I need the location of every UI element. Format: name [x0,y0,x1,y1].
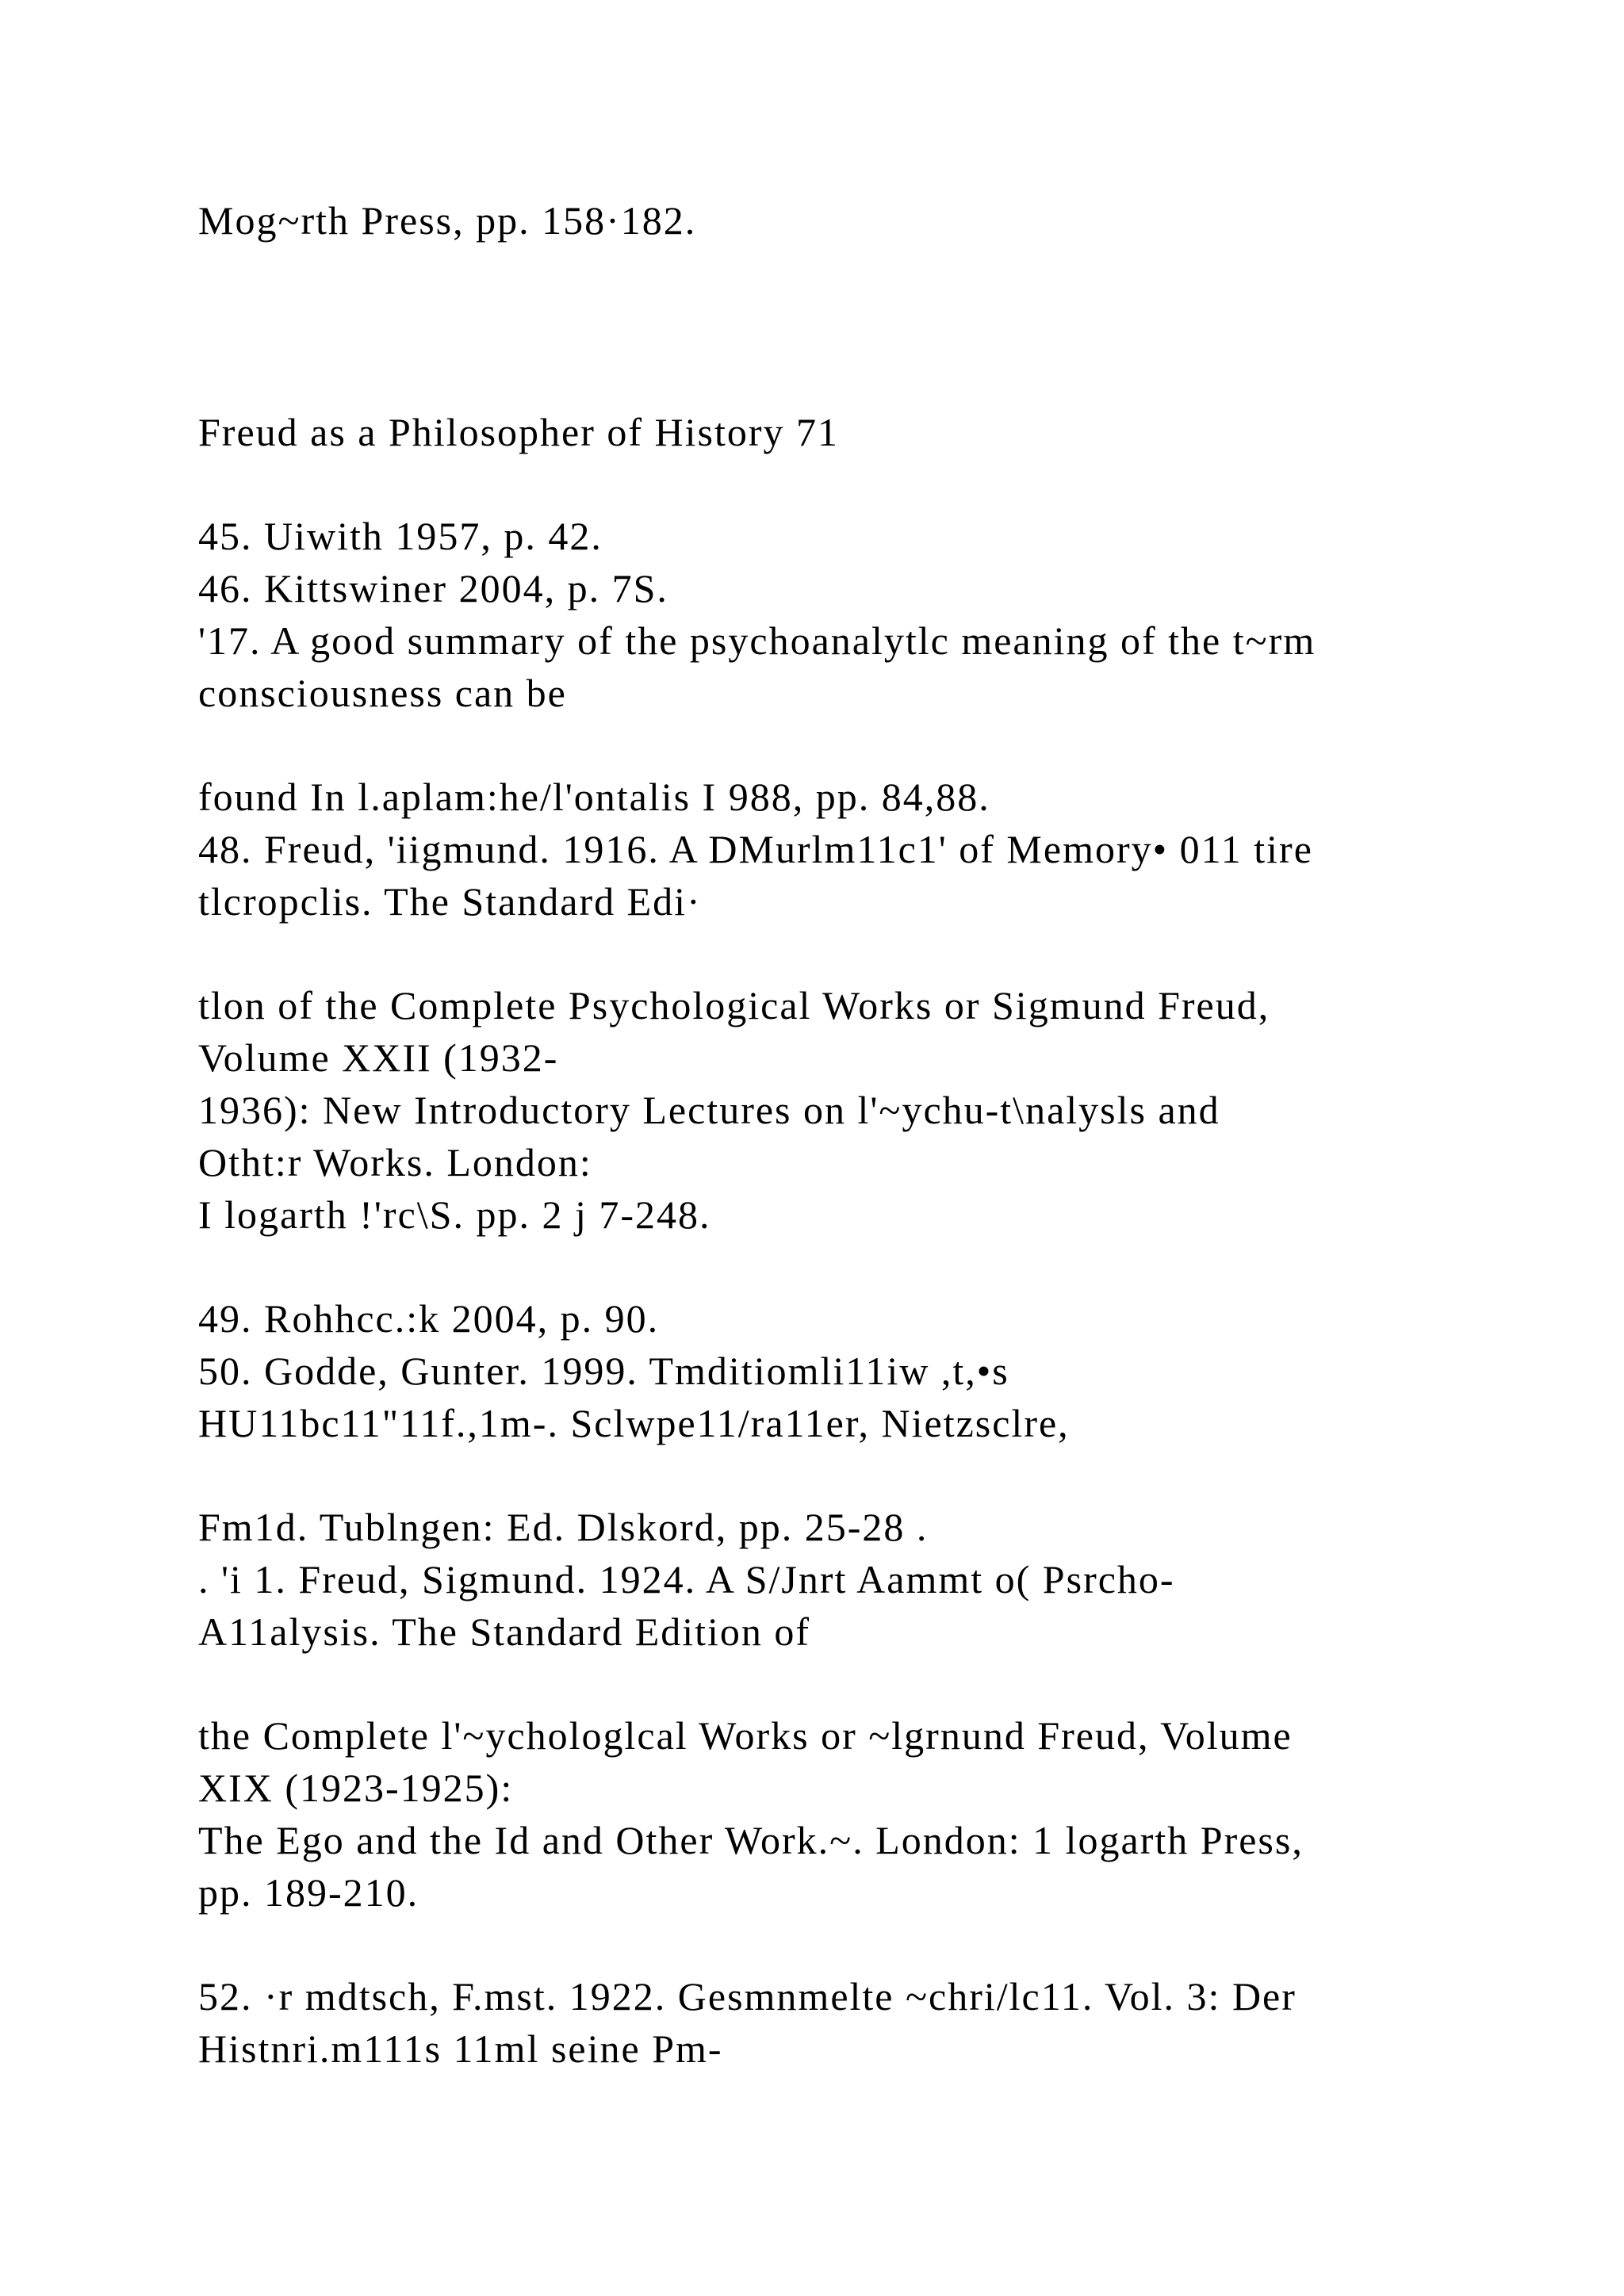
footnote-48-line-1: 48. Freud, 'iigmund. 1916. A DMurlm11c1' of Memory• 011 tire [198,827,1313,871]
footnote-51-line-2: A11alysis. The Standard Edition of [198,1609,811,1654]
footnote-48-line-7: I logarth !'rc\S. pp. 2 j 7-248. [198,1192,711,1237]
footnote-48-line-4: Volume XXII (1932- [198,1035,559,1080]
footnote-49: 49. Rohhcc.:k 2004, p. 90. [198,1296,660,1341]
text-line-continuation: Mog~rth Press, pp. 158·182. [198,198,697,243]
footnote-47-line-2: consciousness can be [198,671,567,715]
footnote-51-line-3: the Complete l'~ychologlcal Works or ~lgrnund Freud, Volume [198,1713,1293,1758]
document-page [198,0,1507,2296]
footnote-45: 45. Uiwith 1957, p. 42. [198,514,603,558]
footnote-51-line-5: The Ego and the Id and Other Work.~. London: 1 logarth Press, [198,1818,1304,1862]
footnote-46: 46. Kittswiner 2004, p. 7S. [198,566,668,610]
footnote-48-line-5: 1936): New Introductory Lectures on l'~ychu-t\nalysls and [198,1088,1220,1132]
running-header: Freud as a Philosopher of History 71 [198,410,840,454]
footnote-51-line-1: . 'i 1. Freud, Sigmund. 1924. A S/Jnrt Aammt o( Psrcho- [198,1557,1175,1601]
footnote-51-line-4: XIX (1923-1925): [198,1766,514,1810]
footnote-50-line-1: 50. Godde, Gunter. 1999. Tmditiomli11iw ,t,•s [198,1349,1009,1393]
footnote-47-line-3: found In l.aplam:he/l'ontalis I 988, pp. 84,88. [198,775,990,819]
footnote-48-line-2: tlcropclis. The Standard Edi· [198,879,702,924]
footnote-48-line-3: tlon of the Complete Psychological Works or Sigmund Freud, [198,983,1270,1027]
footnote-50-line-2: HU11bc11"11f.,1m-. Sclwpe11/ra11er, Nietzsclre, [198,1401,1070,1445]
footnote-51-line-6: pp. 189-210. [198,1870,419,1915]
footnote-48-line-6: Otht:r Works. London: [198,1140,592,1184]
footnote-52-line-1: 52. ·r mdtsch, F.mst. 1922. Gesmnmelte ~chri/lc11. Vol. 3: Der [198,1974,1297,2019]
footnote-50-line-3: Fm1d. Tublngen: Ed. Dlskord, pp. 25-28 . [198,1505,929,1549]
footnote-52-line-2: Histnri.m111s 11ml seine Pm- [198,2026,723,2071]
footnote-47-line-1: '17. A good summary of the psychoanalytlc meaning of the t~rm [198,618,1316,663]
